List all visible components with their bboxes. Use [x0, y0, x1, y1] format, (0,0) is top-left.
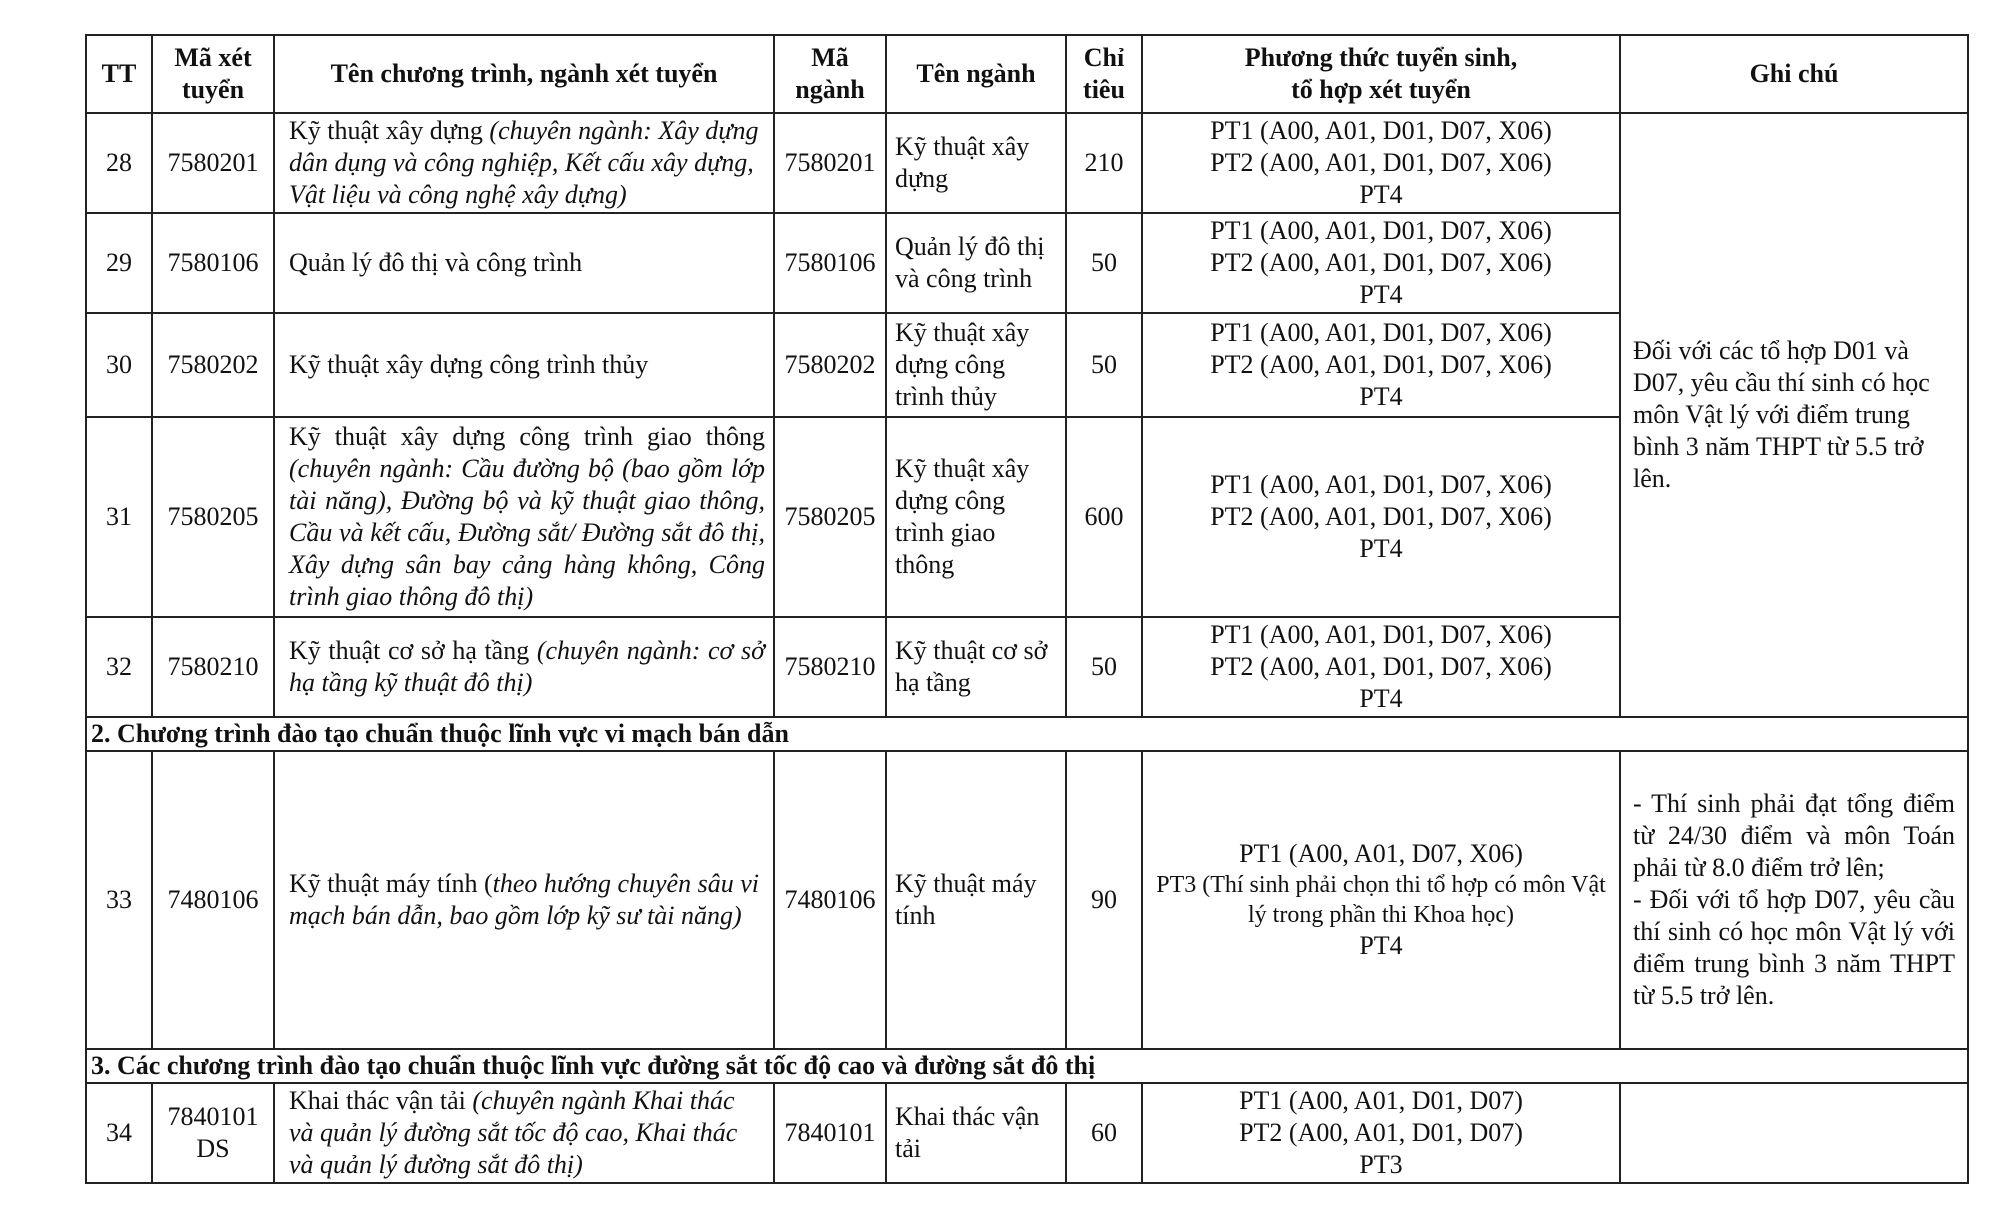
cell-phuong-thuc: [1142, 213, 1620, 313]
program-name: Kỹ thuật xây dựng công trình giao thông: [289, 422, 765, 451]
cell-program: [274, 313, 774, 417]
cell-ten-nganh: Kỹ thuật cơ sở hạ tầng: [886, 617, 1066, 717]
section-row: [86, 1049, 1968, 1083]
admission-table: [85, 34, 1969, 1184]
program-specialization: (chuyên ngành Khai thác và quản lý đường sắt tốc độ cao, Khai thác và quản lý đường sắt đô thị): [289, 1086, 738, 1179]
header-row: [86, 35, 1968, 113]
cell-ten-nganh: Quản lý đô thị và công trình: [886, 213, 1066, 313]
method-line: PT1 (A00, A01, D07, X06): [1239, 839, 1523, 868]
program-name: Kỹ thuật xây dựng công trình thủy: [289, 350, 649, 379]
note-line: - Thí sinh phải đạt tổng điểm từ 24/30 điểm và môn Toán phải từ 8.0 điểm trở lên;: [1633, 789, 1955, 882]
method-line: PT2 (A00, A01, D01, D07, X06): [1210, 248, 1552, 277]
cell-ghi-chu: [1620, 1083, 1968, 1183]
method-line: PT2 (A00, A01, D01, D07): [1239, 1118, 1523, 1147]
cell-ghi-chu: [1620, 751, 1968, 1049]
cell-ma-xet-tuyen: 7580202: [152, 313, 274, 417]
method-line: PT3: [1359, 1150, 1403, 1179]
header-chi-tieu: Chỉ tiêu: [1066, 35, 1142, 113]
cell-tt: 32: [86, 617, 152, 717]
cell-chi-tieu: 210: [1066, 113, 1142, 213]
cell-program: [274, 617, 774, 717]
cell-tt: 28: [86, 113, 152, 213]
cell-phuong-thuc: [1142, 617, 1620, 717]
cell-ma-xet-tuyen: [152, 1083, 274, 1183]
cell-ma-xet-tuyen: 7480106: [152, 751, 274, 1049]
note-line: - Đối với tổ hợp D07, yêu cầu thí sinh có học môn Vật lý với điểm trung bình 3 năm THPT từ 5.5 trở lên.: [1633, 885, 1955, 1010]
cell-ma-xet-tuyen: 7580210: [152, 617, 274, 717]
program-name: Kỹ thuật xây dựng: [289, 116, 490, 145]
cell-ghi-chu-group1: Đối với các tổ hợp D01 và D07, yêu cầu thí sinh có học môn Vật lý với điểm trung bình 3 năm THPT từ 5.5 trở lên.: [1620, 113, 1968, 717]
program-name: Kỹ thuật cơ sở hạ tầng: [289, 636, 537, 665]
method-line: PT2 (A00, A01, D01, D07, X06): [1210, 502, 1552, 531]
method-line: PT4: [1359, 280, 1403, 309]
cell-chi-tieu: 50: [1066, 213, 1142, 313]
header-ten-nganh: Tên ngành: [886, 35, 1066, 113]
method-line: PT1 (A00, A01, D01, D07, X06): [1210, 116, 1552, 145]
cell-ma-nganh: 7580205: [774, 417, 886, 617]
cell-ten-nganh: Kỹ thuật xây dựng công trình thủy: [886, 313, 1066, 417]
header-phuong-thuc-line1: Phương thức tuyển sinh,: [1244, 43, 1518, 72]
cell-phuong-thuc: [1142, 417, 1620, 617]
method-line: PT2 (A00, A01, D01, D07, X06): [1210, 350, 1552, 379]
cell-chi-tieu: 50: [1066, 313, 1142, 417]
cell-chi-tieu: 50: [1066, 617, 1142, 717]
cell-chi-tieu: 60: [1066, 1083, 1142, 1183]
header-ma-nganh: Mã ngành: [774, 35, 886, 113]
cell-tt: 31: [86, 417, 152, 617]
ma-xet-tuyen-line: 7840101: [167, 1102, 259, 1131]
method-line: PT1 (A00, A01, D01, D07, X06): [1210, 620, 1552, 649]
cell-program: [274, 1083, 774, 1183]
cell-phuong-thuc: [1142, 313, 1620, 417]
cell-program: [274, 113, 774, 213]
cell-ten-nganh: Kỹ thuật xây dựng: [886, 113, 1066, 213]
cell-program: [274, 751, 774, 1049]
method-line: PT2 (A00, A01, D01, D07, X06): [1210, 652, 1552, 681]
section-2-title: 2. Chương trình đào tạo chuẩn thuộc lĩnh vực vi mạch bán dẫn: [86, 717, 1968, 751]
cell-ma-nganh: 7580210: [774, 617, 886, 717]
method-line: PT4: [1359, 931, 1403, 960]
cell-ten-nganh: Kỹ thuật xây dựng công trình giao thông: [886, 417, 1066, 617]
program-name: Kỹ thuật máy tính (: [289, 869, 493, 898]
method-line: PT4: [1359, 382, 1403, 411]
header-ghi-chu: Ghi chú: [1620, 35, 1968, 113]
header-ten-chuong-trinh: Tên chương trình, ngành xét tuyển: [274, 35, 774, 113]
header-ma-xet-tuyen: Mã xét tuyển: [152, 35, 274, 113]
program-specialization: theo hướng chuyên sâu vi mạch bán dẫn, bao gồm lớp kỹ sư tài năng): [289, 869, 759, 930]
cell-ma-nganh: 7840101: [774, 1083, 886, 1183]
method-line: PT3 (Thí sinh phải chọn thi tổ hợp có môn Vật lý trong phần thi Khoa học): [1156, 872, 1606, 928]
cell-program: [274, 213, 774, 313]
cell-ma-nganh: 7580106: [774, 213, 886, 313]
program-name: Khai thác vận tải: [289, 1086, 473, 1115]
method-line: PT1 (A00, A01, D01, D07): [1239, 1086, 1523, 1115]
cell-chi-tieu: 90: [1066, 751, 1142, 1049]
method-line: PT4: [1359, 534, 1403, 563]
program-specialization: (chuyên ngành: Xây dựng dân dụng và công nghiệp, Kết cấu xây dựng, Vật liệu và công nghệ xây dựng): [289, 116, 759, 209]
cell-ma-nganh: 7580202: [774, 313, 886, 417]
header-tt: TT: [86, 35, 152, 113]
section-row: [86, 717, 1968, 751]
method-line: PT1 (A00, A01, D01, D07, X06): [1210, 470, 1552, 499]
table-row: [86, 1083, 1968, 1183]
program-name: Quản lý đô thị và công trình: [289, 248, 583, 277]
ma-xet-tuyen-line: DS: [196, 1134, 230, 1163]
table-row: [86, 113, 1968, 213]
program-specialization: (chuyên ngành: Cầu đường bộ (bao gồm lớp tài năng), Đường bộ và kỹ thuật giao thông, Cầu và kết cấu, Đường sắt/ Đường sắt đô thị, Xây dựng sân bay cảng hàng không, Công trình giao thông đô thị): [289, 454, 765, 611]
cell-program: [274, 417, 774, 617]
method-line: PT4: [1359, 684, 1403, 713]
cell-phuong-thuc: [1142, 751, 1620, 1049]
method-line: PT1 (A00, A01, D01, D07, X06): [1210, 216, 1552, 245]
header-phuong-thuc: [1142, 35, 1620, 113]
cell-phuong-thuc: [1142, 113, 1620, 213]
cell-ma-xet-tuyen: 7580106: [152, 213, 274, 313]
method-line: PT4: [1359, 180, 1403, 209]
method-line: PT1 (A00, A01, D01, D07, X06): [1210, 318, 1552, 347]
section-3-title: 3. Các chương trình đào tạo chuẩn thuộc lĩnh vực đường sắt tốc độ cao và đường sắt đô thị: [86, 1049, 1968, 1083]
cell-tt: 29: [86, 213, 152, 313]
table-row: [86, 751, 1968, 1049]
cell-tt: 33: [86, 751, 152, 1049]
cell-ten-nganh: Khai thác vận tải: [886, 1083, 1066, 1183]
cell-chi-tieu: 600: [1066, 417, 1142, 617]
method-line: PT2 (A00, A01, D01, D07, X06): [1210, 148, 1552, 177]
cell-phuong-thuc: [1142, 1083, 1620, 1183]
cell-ma-nganh: 7480106: [774, 751, 886, 1049]
cell-ma-nganh: 7580201: [774, 113, 886, 213]
cell-tt: 30: [86, 313, 152, 417]
header-phuong-thuc-line2: tổ hợp xét tuyển: [1291, 75, 1471, 104]
admission-table-container: [85, 34, 1967, 1184]
cell-ma-xet-tuyen: 7580205: [152, 417, 274, 617]
cell-ma-xet-tuyen: 7580201: [152, 113, 274, 213]
program-specialization: (chuyên ngành: cơ sở hạ tầng kỹ thuật đô thị): [289, 636, 765, 697]
cell-tt: 34: [86, 1083, 152, 1183]
cell-ten-nganh: Kỹ thuật máy tính: [886, 751, 1066, 1049]
